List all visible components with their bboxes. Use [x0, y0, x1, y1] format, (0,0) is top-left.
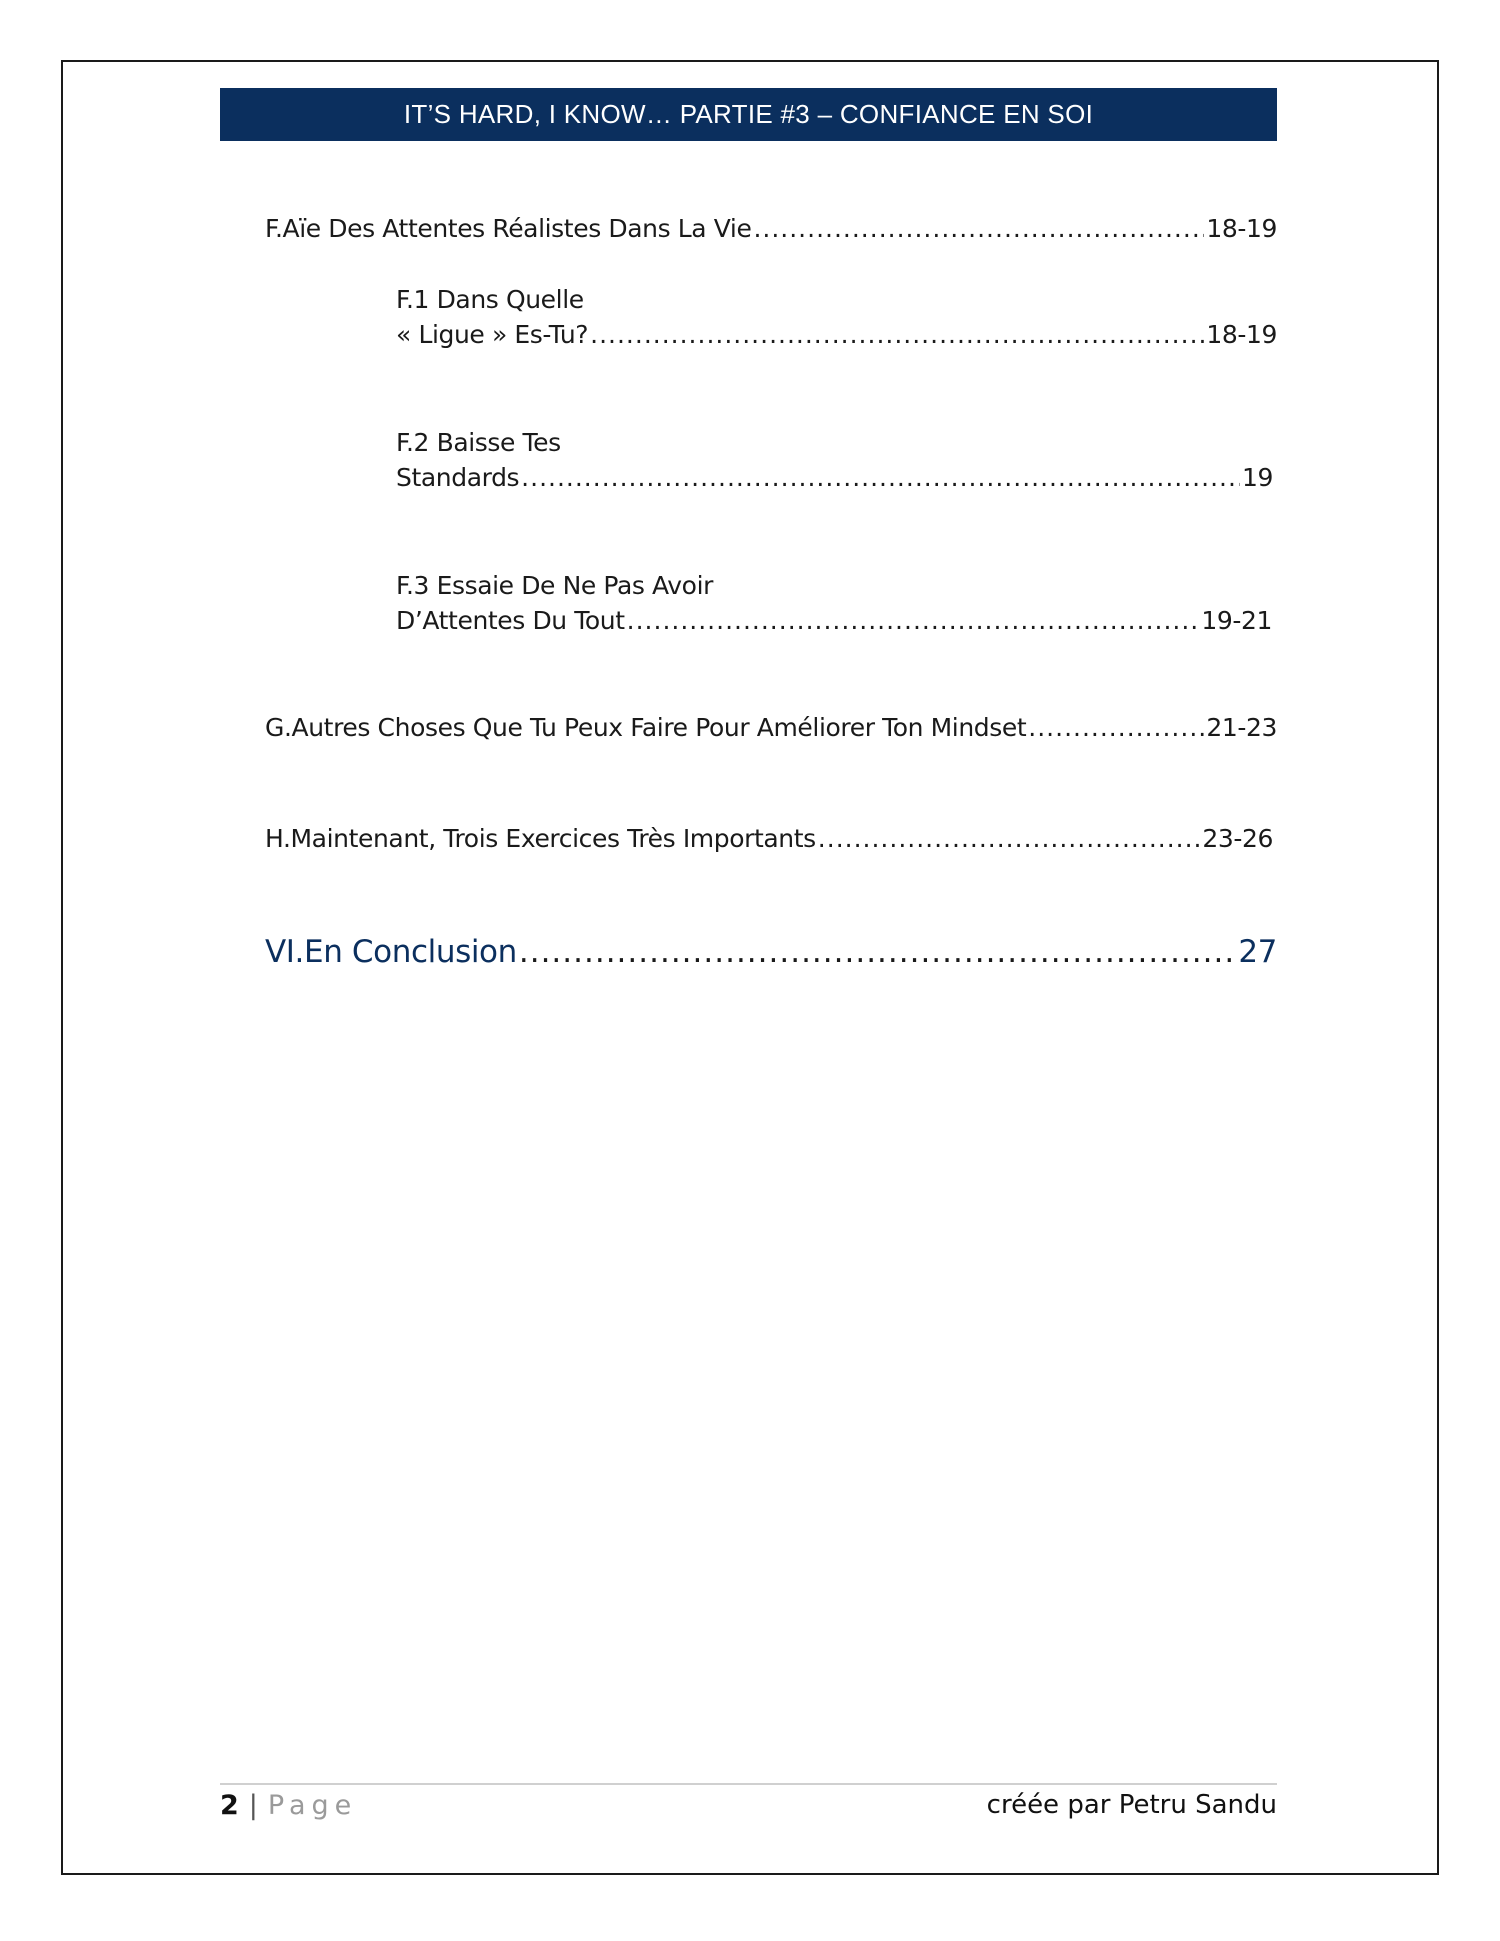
toc-entry-prefix: H. [265, 824, 291, 853]
document-header-title: IT’S HARD, I KNOW… PARTIE #3 – CONFIANCE EN SOI [403, 99, 1094, 129]
toc-entry-prefix: VI. [265, 934, 305, 970]
toc-entry-title: Standards [396, 463, 520, 492]
toc-entry-f3-line1: F.3 Essaie De Ne Pas Avoir [396, 571, 714, 600]
footer-divider [220, 1783, 1277, 1785]
document-header [220, 88, 1277, 141]
page-label: Page [267, 1790, 358, 1821]
toc-entry-page: 27 [1238, 934, 1277, 970]
toc-entry-f2[interactable] [396, 463, 1273, 492]
toc-entry-title: « Ligue » Es-Tu? [396, 320, 589, 349]
toc-leader-dots [519, 934, 1236, 970]
toc-leader-dots [818, 824, 1201, 853]
toc-entry-title: Aïe Des Attentes Réalistes Dans La Vie [282, 214, 752, 243]
toc-leader-dots [627, 606, 1200, 635]
toc-entry-title: En Conclusion [304, 934, 517, 970]
page-number: 2 [220, 1790, 239, 1821]
toc-entry-page: 19-21 [1201, 606, 1272, 635]
toc-entry-title: Autres Choses Que Tu Peux Faire Pour Améliorer Ton Mindset [291, 713, 1027, 742]
toc-entry-title: D’Attentes Du Tout [396, 606, 625, 635]
toc-entry-h[interactable] [265, 824, 1273, 853]
toc-entry-f[interactable] [265, 214, 1277, 243]
toc-entry-g[interactable] [265, 713, 1277, 742]
toc-entry-page: 21-23 [1206, 713, 1277, 742]
toc-entry-prefix: F. [265, 214, 283, 243]
page-separator: | [248, 1790, 258, 1821]
toc-entry-f2-line1: F.2 Baisse Tes [396, 428, 561, 457]
toc-entry-page: 19 [1241, 463, 1273, 492]
toc-entry-page: 18-19 [1206, 214, 1277, 243]
toc-leader-dots [1028, 713, 1204, 742]
toc-leader-dots [753, 214, 1204, 243]
toc-entry-f3[interactable] [396, 606, 1272, 635]
toc-entry-page: 18-19 [1206, 320, 1277, 349]
footer-page-number [220, 1790, 357, 1821]
toc-entry-page: 23-26 [1202, 824, 1273, 853]
toc-entry-f1-line1: F.1 Dans Quelle [396, 285, 584, 314]
toc-entry-f1[interactable] [396, 320, 1277, 349]
toc-leader-dots [590, 320, 1204, 349]
toc-entry-title: Maintenant, Trois Exercices Très Importants [290, 824, 816, 853]
footer-author: créée par Petru Sandu [986, 1790, 1277, 1820]
toc-entry-conclusion[interactable] [265, 934, 1277, 970]
toc-leader-dots [521, 463, 1240, 492]
toc-entry-prefix: G. [265, 713, 292, 742]
